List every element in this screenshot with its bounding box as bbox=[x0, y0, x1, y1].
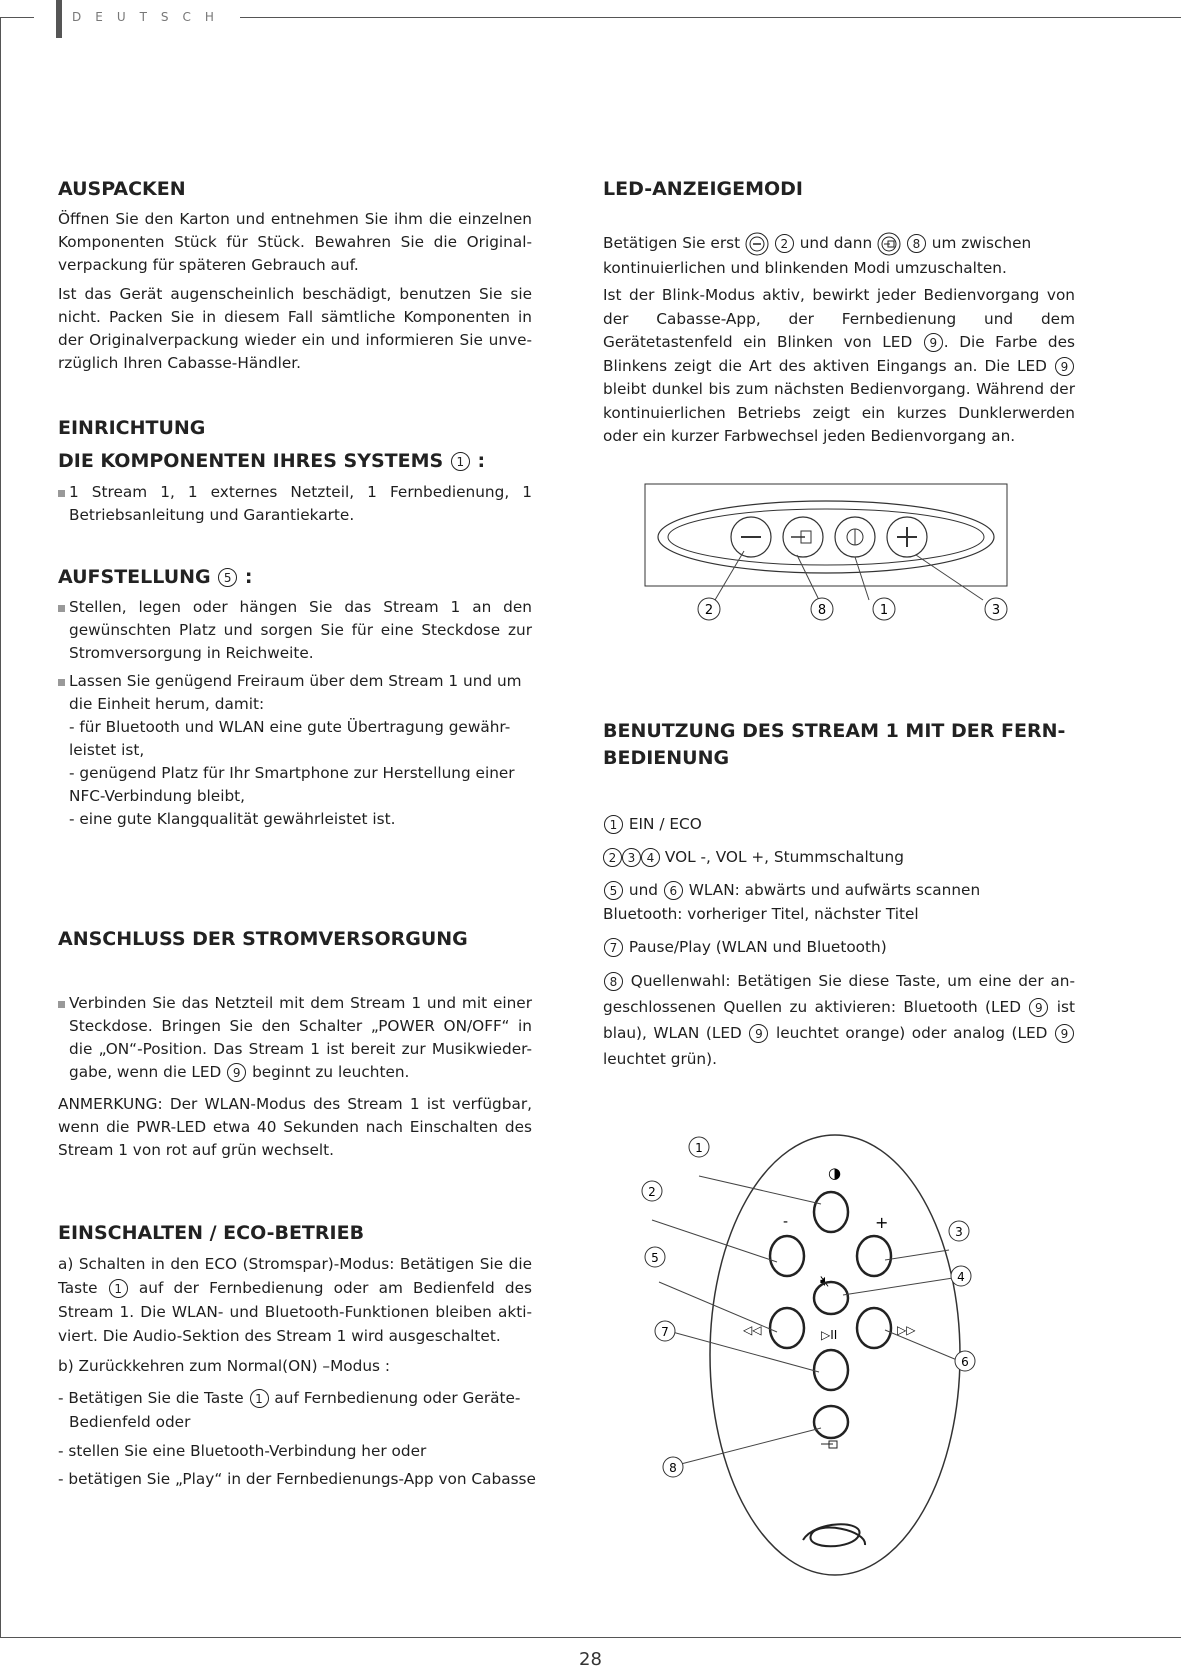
paragraph: Ist der Blink-Modus aktiv, bewirkt jeder Bedienvorgang von der Cabasse-App, der Fernbedienung und dem Gerätetastenfeld ein Blinken von LED 9 . Die Farbe des Blinkens zeigt die Art des aktiven Eingangs an. Die LED 9 bleibt dunkel bis zum nächsten Bedienvorgang. Während der kontinuierlichen Betriebs zeigt ein kurzes Dunklerwerden oder ein kurzer Farbwechsel jeden Bedienvorgang an. bbox=[603, 286, 1075, 445]
paragraph: b) Zurückkehren zum Normal(ON) –Modus : bbox=[58, 1357, 391, 1375]
callout-1 bbox=[873, 598, 895, 620]
svg-text:-: - bbox=[783, 1214, 789, 1230]
section-title: AUSPACKEN bbox=[58, 178, 186, 200]
callout-3 bbox=[949, 1221, 969, 1241]
source-button-icon bbox=[877, 232, 901, 256]
svg-text:6: 6 bbox=[961, 1355, 969, 1369]
list-item: 5 und 6 WLAN: abwärts und aufwärts scannen bbox=[603, 878, 1075, 902]
panel-plus-button bbox=[887, 517, 927, 557]
section-title: BENUTZUNG DES STREAM 1 MIT DER FERN- bbox=[603, 720, 1066, 742]
language-marker bbox=[56, 0, 62, 38]
callout-2 bbox=[698, 598, 720, 620]
remote-body bbox=[710, 1135, 960, 1575]
callout-6 bbox=[955, 1351, 975, 1371]
callout-2 bbox=[642, 1181, 662, 1201]
remote-vol-plus-button bbox=[857, 1213, 891, 1276]
svg-text:🔇︎: 🔇︎ bbox=[820, 1272, 830, 1290]
svg-text:+: + bbox=[875, 1213, 889, 1232]
section-title: LED-ANZEIGEMODI bbox=[603, 178, 804, 200]
callout-8 bbox=[663, 1457, 683, 1477]
panel-inner-outline bbox=[668, 509, 984, 565]
svg-text:7: 7 bbox=[661, 1325, 669, 1339]
leader-line bbox=[843, 1278, 953, 1295]
section-title: EINSCHALTEN / ECO-BETRIEB bbox=[58, 1222, 365, 1244]
remote-function-list bbox=[603, 812, 1075, 1072]
paragraph: Öffnen Sie den Karton und entnehmen Sie ihm die einzelnen Komponenten Stück für Stück. Bewahren Sie die Original-verpackung für späteren Gebrauch auf. bbox=[58, 210, 532, 274]
remote-play-pause-button bbox=[814, 1328, 848, 1390]
leader-line bbox=[715, 551, 744, 600]
list-item: - stellen Sie eine Bluetooth-Verbindung her oder bbox=[58, 1442, 427, 1460]
svg-text:2: 2 bbox=[648, 1185, 656, 1199]
leader-line bbox=[659, 1282, 777, 1332]
svg-text:◁◁: ◁◁ bbox=[743, 1323, 762, 1337]
svg-text:3: 3 bbox=[991, 603, 1001, 618]
svg-text:3: 3 bbox=[955, 1225, 963, 1239]
leader-line bbox=[885, 1330, 957, 1360]
list-item: 8 Quellenwahl: Betätigen Sie diese Taste, um eine der an-geschlossenen Quellen zu aktivieren: Bluetooth (LED 9 ist blau), WLAN (LED 9 leuchtet orange) oder analog (LED 9 leuchtet grün). bbox=[603, 972, 1075, 1068]
section-title: AUFSTELLUNG 5 : bbox=[58, 566, 253, 588]
callout-5 bbox=[645, 1247, 665, 1267]
svg-text:◑: ◑ bbox=[828, 1164, 842, 1182]
list-item: Lassen Sie genügend Freiraum über dem Stream 1 und um die Einheit herum, damit: - für Bluetooth und WLAN eine gute Übertragung gewähr- leistet ist, - genügend Platz für Ihr Smartphone zur Herstellung einer NFC-Verbindung bleibt, - eine gute Klangqualität gewährleistet ist. bbox=[58, 670, 532, 831]
frame-line bbox=[0, 1637, 1181, 1638]
svg-text:1: 1 bbox=[695, 1141, 703, 1155]
callout-8 bbox=[811, 598, 833, 620]
paragraph: Betätigen Sie erst 2 und dann 8 um zwischen kontinuierlichen und blinkenden Modi umzuschalten. bbox=[603, 231, 1075, 280]
callout-1 bbox=[689, 1137, 709, 1157]
list-item: - betätigen Sie „Play“ in der Fernbedienungs-App von Cabasse bbox=[58, 1470, 536, 1488]
list-item: - Betätigen Sie die Taste 1 auf Fernbedienung oder Geräte- Bedienfeld oder bbox=[58, 1389, 521, 1431]
remote-source-button bbox=[814, 1406, 848, 1448]
section-title: BEDIENUNG bbox=[603, 747, 730, 769]
minus-button-icon bbox=[745, 232, 769, 256]
remote-control-diagram bbox=[635, 1130, 1035, 1600]
svg-text:8: 8 bbox=[669, 1461, 677, 1475]
panel-minus-button bbox=[731, 517, 771, 557]
svg-text:2: 2 bbox=[704, 603, 714, 618]
svg-text:▷▷: ▷▷ bbox=[897, 1323, 916, 1337]
remote-mute-button bbox=[814, 1272, 848, 1314]
list-item: 1 EIN / ECO bbox=[603, 812, 1075, 836]
panel-source-button bbox=[783, 517, 823, 557]
leader-line bbox=[677, 1428, 821, 1465]
svg-text:8: 8 bbox=[817, 603, 827, 618]
paragraph: a) Schalten in den ECO (Stromspar)-Modus: Betätigen Sie die Taste 1 auf der Fernbedienung oder am Bedienfeld des Stream 1. Die WLAN- und Bluetooth-Funktionen bleiben akti-viert. Die Audio-Sektion des Stream 1 wird ausgeschaltet. bbox=[58, 1255, 532, 1345]
page-number: 28 bbox=[579, 1649, 602, 1670]
list-item: Stellen, legen oder hängen Sie das Stream 1 an den gewünschten Platz und sorgen Sie für eine Steckdose zur Stromversorgung in Reichweite. bbox=[58, 596, 532, 665]
leader-line bbox=[699, 1176, 821, 1204]
leader-line bbox=[797, 555, 819, 600]
panel-outline bbox=[658, 501, 994, 573]
remote-next-button bbox=[857, 1308, 916, 1348]
note: ANMERKUNG: Der WLAN-Modus des Stream 1 ist verfügbar, wenn die PWR-LED etwa 40 Sekunden nach Einschalten des Stream 1 von rot auf grün wechselt. bbox=[58, 1095, 532, 1159]
remote-vol-minus-button bbox=[770, 1214, 804, 1276]
frame-line bbox=[0, 17, 34, 18]
remote-power-button bbox=[814, 1164, 848, 1232]
callout-3 bbox=[985, 598, 1007, 620]
device-panel-diagram bbox=[643, 482, 1033, 627]
leader-line bbox=[855, 557, 869, 600]
callout-7 bbox=[655, 1321, 675, 1341]
list-item: 2 3 4 VOL -, VOL +, Stummschaltung bbox=[603, 845, 1075, 869]
list-item: Bluetooth: vorheriger Titel, nächster Titel bbox=[603, 905, 919, 923]
list-item: 7 Pause/Play (WLAN und Bluetooth) bbox=[603, 935, 1075, 959]
cabasse-logo bbox=[803, 1524, 865, 1546]
leader-line bbox=[885, 1250, 949, 1260]
list-item: 1 Stream 1, 1 externes Netzteil, 1 Fernbedienung, 1 Betriebsanleitung und Garantiekarte. bbox=[58, 481, 532, 527]
svg-text:▷II: ▷II bbox=[821, 1328, 838, 1342]
section-title: ANSCHLUSS DER STROMVERSORGUNG bbox=[58, 928, 468, 950]
frame-line bbox=[0, 17, 1, 1637]
remote-prev-button bbox=[742, 1308, 804, 1348]
svg-text:1: 1 bbox=[879, 603, 889, 618]
svg-text:4: 4 bbox=[957, 1270, 965, 1284]
language-label: DEUTSCH bbox=[72, 10, 228, 24]
svg-text:5: 5 bbox=[651, 1251, 659, 1265]
callout-4 bbox=[951, 1266, 971, 1286]
panel-power-button bbox=[835, 517, 875, 557]
leader-line bbox=[652, 1220, 777, 1262]
frame-line bbox=[240, 17, 1181, 18]
panel-frame bbox=[645, 484, 1007, 586]
section-subtitle: DIE KOMPONENTEN IHRES SYSTEMS 1 : bbox=[58, 450, 486, 472]
paragraph: Ist das Gerät augenscheinlich beschädigt, benutzen Sie sie nicht. Packen Sie in diesem Fall sämtliche Komponenten in der Originalverpackung wieder ein und informieren Sie unve-rzüglich Ihren Cabasse-Händler. bbox=[58, 285, 532, 372]
section-title: EINRICHTUNG bbox=[58, 417, 206, 439]
leader-line bbox=[665, 1330, 819, 1372]
list-item: Verbinden Sie das Netzteil mit dem Stream 1 und mit einer Steckdose. Bringen Sie den Schalter „POWER ON/OFF“ in die „ON“-Position. Das Stream 1 ist bereit zur Musikwieder-gabe, wenn die LED 9 beginnt zu leuchten. bbox=[58, 992, 532, 1084]
